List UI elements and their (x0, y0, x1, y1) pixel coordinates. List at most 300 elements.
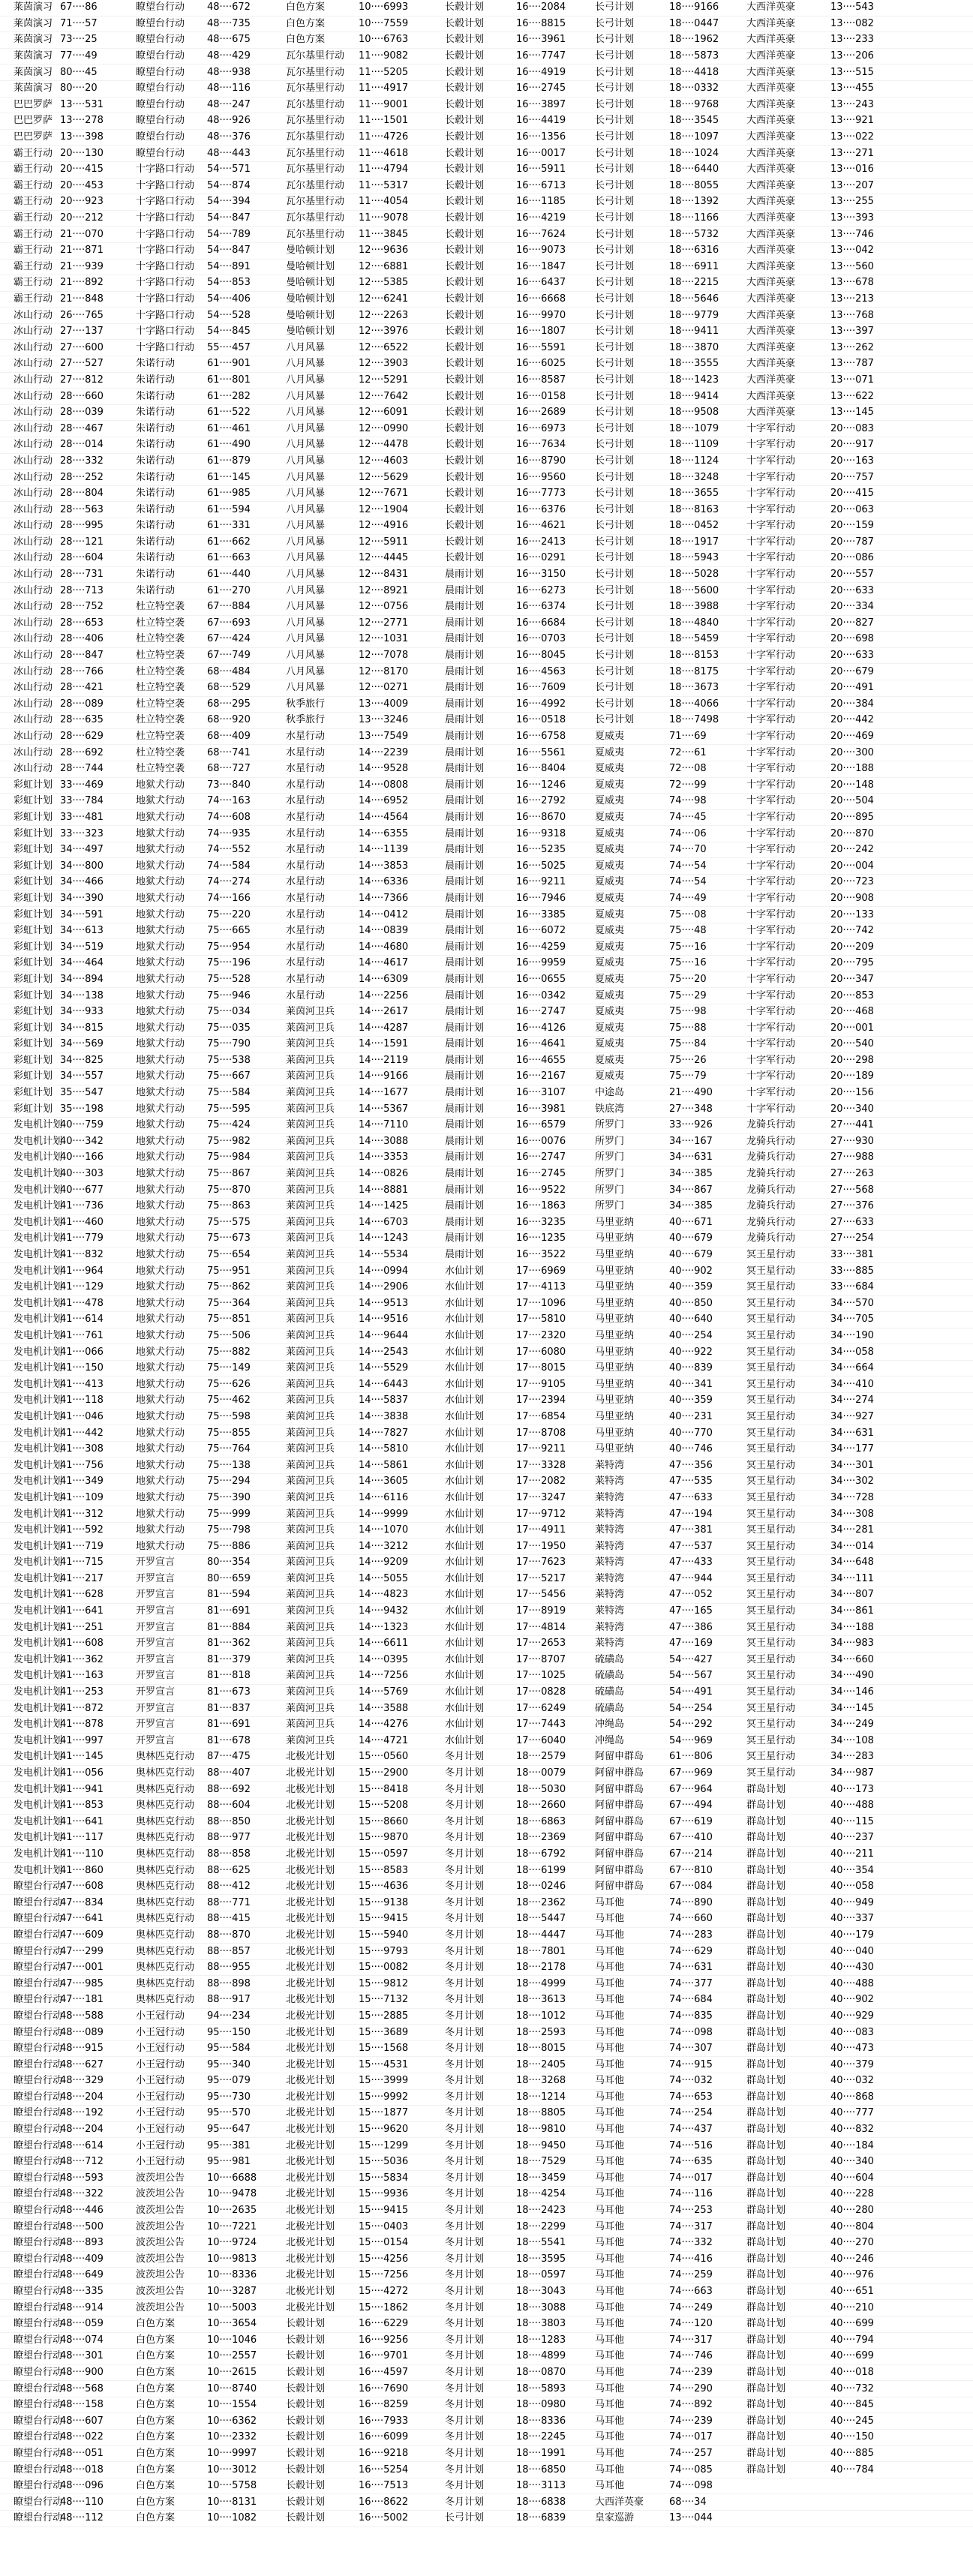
operation-name-cell: 马耳他 (581, 2413, 654, 2430)
operation-name-cell: 十字军行动 (733, 875, 815, 891)
masked-number-cell: 48····607 (45, 2413, 122, 2430)
operation-name-cell: 长弓计划 (581, 389, 654, 405)
masked-number-cell: 40····804 (815, 2219, 973, 2235)
operation-name-cell: 夏威夷 (581, 956, 654, 972)
operation-name-cell: 地狱犬行动 (122, 1085, 192, 1101)
operation-name-cell: 马耳他 (581, 2057, 654, 2073)
operation-name-cell: 大西洋英豪 (733, 340, 815, 356)
masked-number-cell: 34····249 (815, 1716, 973, 1733)
masked-number-cell: 15····1568 (344, 2040, 431, 2057)
operation-name-cell: 长毂计划 (431, 502, 501, 518)
masked-number-cell: 88····955 (192, 1959, 272, 1976)
operation-name-cell: 长毂计划 (431, 178, 501, 194)
operation-name-cell: 长弓计划 (581, 308, 654, 324)
operation-name-cell: 阿留申群岛 (581, 1863, 654, 1879)
masked-number-cell: 47····609 (45, 1927, 122, 1944)
operation-name-cell: 群岛计划 (733, 1830, 815, 1847)
masked-number-cell: 16····7624 (501, 227, 581, 243)
masked-number-cell: 13····678 (815, 275, 973, 292)
operation-name-cell: 晨雨计划 (431, 777, 501, 794)
operation-name-cell: 马里亚纳 (581, 1344, 654, 1361)
operation-name-cell: 十字军行动 (733, 794, 815, 810)
masked-number-cell: 14····1323 (344, 1620, 431, 1636)
table-row (0, 2008, 973, 2025)
operation-name-cell: 马里亚纳 (581, 1296, 654, 1312)
operation-name-cell: 十字军行动 (733, 745, 815, 761)
table-row (0, 242, 973, 259)
operation-name-cell: 莱茵河卫兵 (272, 1539, 344, 1555)
masked-number-cell: 14····0839 (344, 923, 431, 939)
masked-number-cell: 47····985 (45, 1976, 122, 1992)
operation-name-cell: 瞭望台行动 (0, 2332, 45, 2349)
masked-number-cell: 74····317 (654, 2219, 733, 2235)
masked-number-cell: 28····752 (45, 599, 122, 615)
masked-number-cell: 61····282 (192, 389, 272, 405)
masked-number-cell: 54····491 (654, 1684, 733, 1701)
table-row (0, 146, 973, 162)
masked-number-cell: 10····1082 (192, 2511, 272, 2527)
operation-name-cell: 发电机计划 (0, 1474, 45, 1491)
masked-number-cell: 88····857 (192, 1944, 272, 1960)
masked-number-cell: 81····594 (192, 1587, 272, 1604)
table-row (0, 372, 973, 389)
table-row (0, 956, 973, 972)
masked-number-cell: 20····004 (815, 858, 973, 875)
masked-number-cell: 41····460 (45, 1214, 122, 1231)
masked-number-cell: 12····0271 (344, 680, 431, 696)
operation-name-cell: 发电机计划 (0, 1733, 45, 1749)
masked-number-cell: 41····878 (45, 1716, 122, 1733)
operation-name-cell: 马耳他 (581, 2349, 654, 2365)
operation-name-cell: 杜立特空袭 (122, 761, 192, 777)
operation-name-cell: 大西洋英豪 (733, 80, 815, 97)
operation-name-cell: 十字军行动 (733, 1052, 815, 1069)
masked-number-cell: 75····575 (192, 1214, 272, 1231)
operation-name-cell: 瞭望台行动 (0, 2478, 45, 2494)
masked-number-cell: 40····604 (815, 2170, 973, 2187)
operation-name-cell: 群岛计划 (733, 2397, 815, 2413)
masked-number-cell: 34····466 (45, 875, 122, 891)
operation-name-cell: 长毂计划 (431, 372, 501, 389)
table-row (0, 1620, 973, 1636)
operation-name-cell: 瓦尔基里行动 (272, 65, 344, 81)
operation-name-cell: 阿留申群岛 (581, 1814, 654, 1830)
operation-name-cell: 莱茵河卫兵 (272, 1620, 344, 1636)
operation-name-cell: 莱特湾 (581, 1555, 654, 1572)
masked-number-cell: 18····0980 (501, 2397, 581, 2413)
operation-name-cell: 大西洋英豪 (733, 65, 815, 81)
masked-number-cell: 27····527 (45, 356, 122, 373)
masked-number-cell: 40····058 (815, 1878, 973, 1895)
masked-number-cell: 18····7529 (501, 2154, 581, 2170)
masked-number-cell: 28····563 (45, 502, 122, 518)
table-row (0, 842, 973, 858)
table-row (0, 1668, 973, 1685)
masked-number-cell: 17····6249 (501, 1701, 581, 1717)
operation-name-cell: 水仙计划 (431, 1425, 501, 1442)
masked-number-cell: 40····280 (815, 2202, 973, 2219)
operation-name-cell: 发电机计划 (0, 1409, 45, 1425)
operation-name-cell: 马耳他 (581, 2219, 654, 2235)
operation-name-cell: 马耳他 (581, 2397, 654, 2413)
operation-name-cell: 长毂计划 (431, 242, 501, 259)
masked-number-cell: 27····348 (654, 1101, 733, 1118)
masked-number-cell: 14····5055 (344, 1571, 431, 1587)
masked-number-cell: 18····1917 (654, 534, 733, 551)
masked-number-cell: 16····7933 (344, 2413, 431, 2430)
operation-name-cell: 夏威夷 (581, 777, 654, 794)
operation-name-cell: 长弓计划 (581, 583, 654, 599)
masked-number-cell: 28····766 (45, 664, 122, 680)
masked-number-cell: 15····9793 (344, 1944, 431, 1960)
masked-number-cell: 20····298 (815, 1052, 973, 1069)
masked-number-cell: 67····86 (45, 0, 122, 16)
operation-name-cell: 十字军行动 (733, 761, 815, 777)
masked-number-cell: 40····651 (815, 2283, 973, 2300)
operation-name-cell: 群岛计划 (733, 2283, 815, 2300)
masked-number-cell: 68····295 (192, 696, 272, 713)
operation-name-cell: 冰山行动 (0, 323, 45, 340)
masked-number-cell: 14····3838 (344, 1409, 431, 1425)
masked-number-cell: 18····0597 (501, 2268, 581, 2284)
masked-number-cell: 75····462 (192, 1393, 272, 1410)
operation-name-cell: 莱茵演习 (0, 80, 45, 97)
masked-number-cell: 18····5646 (654, 291, 733, 308)
masked-number-cell: 54····528 (192, 308, 272, 324)
masked-number-cell: 75····667 (192, 1069, 272, 1085)
masked-number-cell: 28····252 (45, 470, 122, 486)
masked-number-cell: 81····379 (192, 1652, 272, 1668)
operation-name-cell: 瞭望台行动 (0, 1944, 45, 1960)
masked-number-cell: 48····938 (192, 65, 272, 81)
operation-name-cell: 白色方案 (122, 2445, 192, 2462)
masked-number-cell: 48····247 (192, 97, 272, 113)
table-row (0, 1927, 973, 1944)
table-row (0, 1279, 973, 1296)
masked-number-cell: 54····969 (654, 1733, 733, 1749)
masked-number-cell: 74····835 (654, 2008, 733, 2025)
masked-number-cell: 10····8131 (192, 2494, 272, 2511)
operation-name-cell: 十字军行动 (733, 680, 815, 696)
operation-name-cell: 大西洋英豪 (733, 113, 815, 130)
masked-number-cell: 88····870 (192, 1927, 272, 1944)
masked-number-cell: 48····112 (45, 2511, 122, 2527)
masked-number-cell: 11····9001 (344, 97, 431, 113)
masked-number-cell: 13····022 (815, 129, 973, 146)
operation-name-cell: 群岛计划 (733, 2170, 815, 2187)
operation-name-cell: 夏威夷 (581, 842, 654, 858)
operation-name-cell: 十字军行动 (733, 632, 815, 648)
masked-number-cell: 34····648 (815, 1555, 973, 1572)
operation-name-cell: 瞭望台行动 (0, 2121, 45, 2138)
operation-name-cell: 莱茵演习 (0, 65, 45, 81)
masked-number-cell: 20····086 (815, 551, 973, 567)
operation-name-cell: 大西洋英豪 (733, 227, 815, 243)
masked-number-cell: 13····515 (815, 65, 973, 81)
operation-name-cell: 晨雨计划 (431, 615, 501, 632)
operation-name-cell: 夏威夷 (581, 1020, 654, 1037)
masked-number-cell: 40····150 (815, 2430, 973, 2446)
operation-name-cell: 地狱犬行动 (122, 1198, 192, 1214)
operation-name-cell: 莱茵河卫兵 (272, 1182, 344, 1199)
operation-name-cell: 小王冠行动 (122, 2089, 192, 2106)
operation-name-cell: 冰山行动 (0, 485, 45, 502)
operation-name-cell: 八月风暴 (272, 664, 344, 680)
operation-name-cell: 马里亚纳 (581, 1214, 654, 1231)
masked-number-cell: 10····9813 (192, 2251, 272, 2268)
operation-name-cell: 马耳他 (581, 2073, 654, 2090)
operation-name-cell: 八月风暴 (272, 632, 344, 648)
masked-number-cell: 18····2362 (501, 1895, 581, 1911)
masked-number-cell: 16····4219 (501, 210, 581, 227)
operation-name-cell: 所罗门 (581, 1133, 654, 1150)
operation-name-cell: 莱茵河卫兵 (272, 1117, 344, 1133)
operation-name-cell: 冬月计划 (431, 2316, 501, 2332)
table-row (0, 1214, 973, 1231)
operation-name-cell: 冬月计划 (431, 2138, 501, 2154)
table-row (0, 2219, 973, 2235)
masked-number-cell: 16····5911 (501, 161, 581, 178)
masked-number-cell: 75····138 (192, 1458, 272, 1474)
operation-name-cell: 霸王行动 (0, 227, 45, 243)
operation-name-cell: 地狱犬行动 (122, 1539, 192, 1555)
operation-name-cell: 冰山行动 (0, 502, 45, 518)
masked-number-cell: 17····6040 (501, 1733, 581, 1749)
masked-number-cell: 34····933 (45, 1004, 122, 1020)
operation-name-cell: 长弓计划 (581, 48, 654, 65)
operation-name-cell: 冰山行动 (0, 615, 45, 632)
masked-number-cell: 40····303 (45, 1166, 122, 1182)
table-row (0, 794, 973, 810)
masked-number-cell: 16····3522 (501, 1247, 581, 1263)
masked-number-cell: 74····120 (654, 2316, 733, 2332)
table-row (0, 518, 973, 535)
table-row (0, 404, 973, 421)
masked-number-cell: 75····538 (192, 1052, 272, 1069)
operation-name-cell: 长弓计划 (581, 404, 654, 421)
operation-name-cell: 群岛计划 (733, 2235, 815, 2251)
table-row (0, 308, 973, 324)
operation-name-cell: 北极光计划 (272, 1765, 344, 1782)
masked-number-cell: 74····516 (654, 2138, 733, 2154)
masked-number-cell: 16····7690 (344, 2381, 431, 2397)
masked-number-cell: 81····362 (192, 1635, 272, 1652)
masked-number-cell: 17····4911 (501, 1522, 581, 1539)
masked-number-cell: 88····850 (192, 1814, 272, 1830)
masked-number-cell: 48····204 (45, 2121, 122, 2138)
operation-name-cell: 群岛计划 (733, 2445, 815, 2462)
masked-number-cell: 17····0828 (501, 1684, 581, 1701)
operation-name-cell: 水仙计划 (431, 1603, 501, 1620)
masked-number-cell: 16····1185 (501, 194, 581, 211)
masked-number-cell: 47····944 (654, 1571, 733, 1587)
operation-name-cell: 朱诺行动 (122, 502, 192, 518)
operation-name-cell: 地狱犬行动 (122, 1425, 192, 1442)
operation-name-cell: 八月风暴 (272, 551, 344, 567)
masked-number-cell: 34····111 (815, 1571, 973, 1587)
masked-number-cell: 15····3689 (344, 2025, 431, 2041)
operation-name-cell: 马里亚纳 (581, 1263, 654, 1280)
operation-name-cell: 水仙计划 (431, 1344, 501, 1361)
operation-name-cell: 马耳他 (581, 1959, 654, 1976)
masked-number-cell: 12····7642 (344, 389, 431, 405)
masked-number-cell: 12····2263 (344, 308, 431, 324)
masked-number-cell: 20····787 (815, 534, 973, 551)
table-row (0, 583, 973, 599)
operation-name-cell: 瞭望台行动 (122, 97, 192, 113)
operation-name-cell: 马耳他 (581, 2283, 654, 2300)
operation-name-cell: 马耳他 (581, 2235, 654, 2251)
operation-name-cell: 白色方案 (122, 2494, 192, 2511)
operation-name-cell: 马里亚纳 (581, 1425, 654, 1442)
operation-name-cell: 马耳他 (581, 1927, 654, 1944)
masked-number-cell: 41····163 (45, 1668, 122, 1685)
masked-number-cell: 17····8708 (501, 1425, 581, 1442)
operation-name-cell: 马耳他 (581, 2202, 654, 2219)
masked-number-cell: 18····2423 (501, 2202, 581, 2219)
table-row (0, 1684, 973, 1701)
masked-number-cell: 61····901 (192, 356, 272, 373)
operation-name-cell: 冬月计划 (431, 1749, 501, 1766)
masked-number-cell: 41····478 (45, 1296, 122, 1312)
operation-name-cell: 晨雨计划 (431, 728, 501, 745)
operation-name-cell: 莱茵河卫兵 (272, 1668, 344, 1685)
masked-number-cell (815, 2511, 973, 2527)
operation-name-cell: 发电机计划 (0, 1587, 45, 1604)
masked-number-cell: 14····5837 (344, 1393, 431, 1410)
masked-number-cell: 13····071 (815, 372, 973, 389)
masked-number-cell: 48····915 (45, 2040, 122, 2057)
masked-number-cell: 41····592 (45, 1522, 122, 1539)
masked-number-cell: 40····115 (815, 1814, 973, 1830)
masked-number-cell: 18····5541 (501, 2235, 581, 2251)
operation-name-cell: 冬月计划 (431, 2008, 501, 2025)
masked-number-cell: 81····884 (192, 1620, 272, 1636)
operation-name-cell: 群岛计划 (733, 1797, 815, 1814)
table-row (0, 1571, 973, 1587)
operation-name-cell: 八月风暴 (272, 340, 344, 356)
masked-number-cell: 40····359 (654, 1393, 733, 1410)
operation-name-cell: 朱诺行动 (122, 437, 192, 454)
operation-name-cell: 水仙计划 (431, 1733, 501, 1749)
operation-name-cell: 所罗门 (581, 1150, 654, 1166)
operation-name-cell: 发电机计划 (0, 1312, 45, 1329)
masked-number-cell: 12····4916 (344, 518, 431, 535)
masked-number-cell: 75····220 (192, 907, 272, 923)
masked-number-cell: 14····0808 (344, 777, 431, 794)
operation-name-cell: 巴巴罗萨 (0, 97, 45, 113)
operation-name-cell: 地狱犬行动 (122, 1117, 192, 1133)
operation-name-cell: 冬月计划 (431, 1830, 501, 1847)
table-row (0, 713, 973, 729)
masked-number-cell: 18····9779 (654, 308, 733, 324)
masked-number-cell: 14····1243 (344, 1231, 431, 1247)
operation-name-cell: 水仙计划 (431, 1652, 501, 1668)
operation-name-cell: 朱诺行动 (122, 389, 192, 405)
operation-name-cell: 长毂计划 (272, 2413, 344, 2430)
masked-number-cell: 41····117 (45, 1830, 122, 1847)
operation-name-cell: 瓦尔基里行动 (272, 194, 344, 211)
operation-name-cell: 瞭望台行动 (0, 2235, 45, 2251)
table-row (0, 1344, 973, 1361)
masked-number-cell: 20····334 (815, 599, 973, 615)
operation-name-cell: 冰山行动 (0, 551, 45, 567)
masked-number-cell: 18····9166 (654, 0, 733, 16)
masked-number-cell: 17····7443 (501, 1716, 581, 1733)
operation-name-cell: 十字军行动 (733, 470, 815, 486)
table-row (0, 340, 973, 356)
masked-number-cell: 18····2178 (501, 1959, 581, 1976)
masked-number-cell: 17····4113 (501, 1279, 581, 1296)
operation-name-cell: 发电机计划 (0, 1344, 45, 1361)
operation-name-cell: 晨雨计划 (431, 696, 501, 713)
operation-name-cell: 水仙计划 (431, 1506, 501, 1523)
operation-name-cell: 长弓计划 (581, 97, 654, 113)
table-row (0, 421, 973, 437)
operation-name-cell: 长弓计划 (581, 32, 654, 49)
masked-number-cell: 18····9411 (654, 323, 733, 340)
masked-number-cell: 13····262 (815, 340, 973, 356)
masked-number-cell: 12····6241 (344, 291, 431, 308)
operation-name-cell: 小王冠行动 (122, 2057, 192, 2073)
operation-name-cell: 大西洋英豪 (581, 2494, 654, 2511)
operation-name-cell: 秋季旅行 (272, 713, 344, 729)
operation-name-cell: 长毂计划 (272, 2494, 344, 2511)
operation-name-cell: 十字路口行动 (122, 340, 192, 356)
masked-number-cell: 14····4287 (344, 1020, 431, 1037)
masked-number-cell: 13····787 (815, 356, 973, 373)
masked-number-cell: 75····790 (192, 1037, 272, 1053)
operation-name-cell: 龙骑兵行动 (733, 1133, 815, 1150)
masked-number-cell: 17····1096 (501, 1296, 581, 1312)
operation-name-cell: 冥王星行动 (733, 1701, 815, 1717)
masked-number-cell: 14····1139 (344, 842, 431, 858)
masked-number-cell: 18····5600 (654, 583, 733, 599)
masked-number-cell: 18····4066 (654, 696, 733, 713)
operation-name-cell: 冬月计划 (431, 2025, 501, 2041)
operation-name-cell: 地狱犬行动 (122, 1037, 192, 1053)
operation-name-cell: 发电机计划 (0, 1522, 45, 1539)
operation-name-cell: 冬月计划 (431, 1927, 501, 1944)
masked-number-cell: 74····635 (654, 2154, 733, 2170)
masked-number-cell: 54····406 (192, 291, 272, 308)
operation-name-cell: 彩虹计划 (0, 1052, 45, 1069)
operation-name-cell: 龙骑兵行动 (733, 1182, 815, 1199)
masked-number-cell: 14····3088 (344, 1133, 431, 1150)
masked-number-cell: 75····84 (654, 1037, 733, 1053)
operation-name-cell: 曼哈顿计划 (272, 275, 344, 292)
operation-name-cell: 龙骑兵行动 (733, 1231, 815, 1247)
masked-number-cell: 16····2084 (501, 0, 581, 16)
operation-name-cell: 莱特湾 (581, 1490, 654, 1506)
masked-number-cell: 10····6993 (344, 0, 431, 16)
masked-number-cell: 17····5810 (501, 1312, 581, 1329)
table-row (0, 1037, 973, 1053)
masked-number-cell: 20····923 (45, 194, 122, 211)
masked-number-cell: 16····5235 (501, 842, 581, 858)
masked-number-cell: 18····0870 (501, 2364, 581, 2381)
operation-name-cell: 长毂计划 (431, 210, 501, 227)
operation-name-cell: 八月风暴 (272, 599, 344, 615)
table-row (0, 2349, 973, 2365)
masked-number-cell: 28····421 (45, 680, 122, 696)
masked-number-cell: 61····594 (192, 502, 272, 518)
operation-name-cell: 十字军行动 (733, 551, 815, 567)
masked-number-cell: 74····116 (654, 2187, 733, 2203)
operation-name-cell: 群岛计划 (733, 1992, 815, 2009)
masked-number-cell: 40····341 (654, 1377, 733, 1393)
operation-name-cell: 晨雨计划 (431, 1247, 501, 1263)
